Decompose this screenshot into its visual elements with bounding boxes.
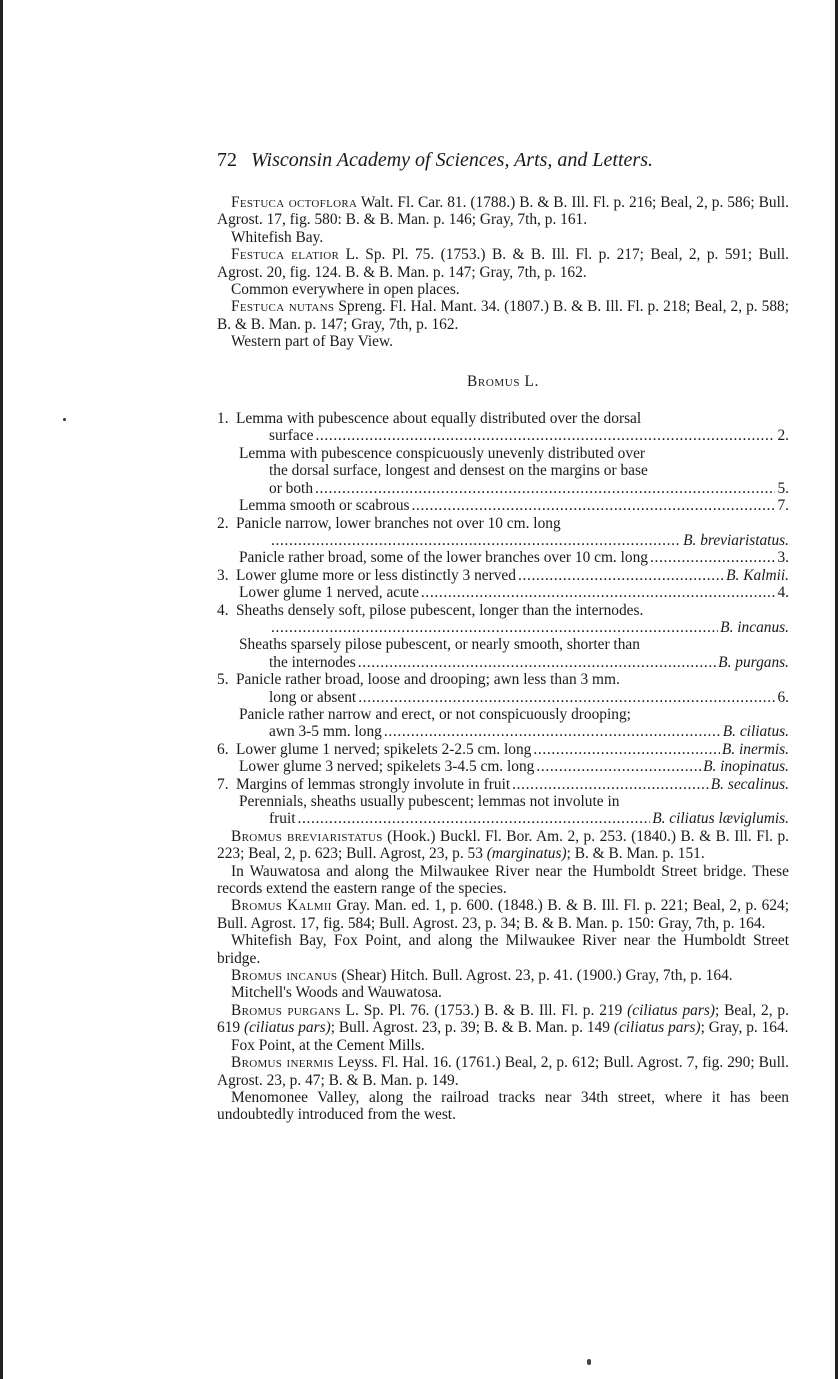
species-citation: (Shear) Hitch. Bull. Agrost. 23, p. 41. (1900.) Gray, 7th, p. 164. (341, 967, 733, 985)
key-lead-text: Panicle narrow, lower branches not over 10 cm. long (236, 514, 561, 532)
key-lead-line (217, 758, 789, 775)
species-locality: Whitefish Bay. (231, 228, 324, 246)
key-lead-result: 5. (777, 479, 789, 497)
key-lead-result: B. Kalmii. (726, 566, 789, 584)
key-lead-line (217, 584, 789, 601)
couplet-number: 2. (217, 514, 229, 532)
key-lead-text: or both (269, 479, 314, 497)
species-citation-italic: (ciliatus pars) (243, 1019, 331, 1037)
key-couplet (217, 741, 789, 776)
key-lead-line (217, 619, 789, 636)
species-name: Festuca nutans (231, 298, 335, 316)
species-citation: ; Gray, p. 164. (700, 1019, 789, 1037)
species-entry (217, 246, 789, 281)
key-lead-line (217, 810, 789, 827)
genus-heading: Bromus L. (467, 372, 539, 390)
leader-dots (384, 723, 721, 740)
page-title: Wisconsin Academy of Sciences, Arts, and Letters. (251, 149, 653, 171)
key-lead-line (217, 549, 789, 566)
key-lead-result: B. purgans. (718, 653, 789, 671)
key-lead-text: Lemma with pubescence conspicuously unevenly distributed over (239, 444, 646, 462)
species-citation: Walt. Fl. Car. 81. (1788.) B. & B. Ill. Fl. p. 216; Beal, 2, p. 586; Bull. Agrost. 17, fig. 580: B. & B. Man. p. 146; Gray, 7th, p. 161. (217, 194, 789, 229)
species-citation: Spreng. Fl. Hal. Mant. 34. (1807.) B. & B. Ill. Fl. p. 218; Beal, 2, p. 588; B. & B. Man. p. 147; Gray, 7th, p. 162. (217, 298, 789, 333)
key-lead-result: B. incanus. (720, 618, 789, 636)
key-lead-result: B. breviaristatus. (683, 531, 789, 549)
identification-key (217, 410, 789, 828)
species-locality: Menomonee Valley, along the railroad tracks near 34th street, where it has been undoubtedly introduced from the west. (217, 1088, 789, 1124)
key-couplet (217, 671, 789, 741)
page-number: 72 (217, 149, 237, 171)
leader-dots (358, 654, 716, 671)
key-lead-line (217, 427, 789, 444)
key-lead-result: 3. (777, 549, 789, 567)
leader-dots (271, 619, 718, 636)
key-lead-line (217, 567, 789, 584)
key-lead-line (217, 723, 789, 740)
species-citation-italic: (marginatus) (486, 845, 567, 863)
key-lead-line (217, 497, 789, 514)
key-lead-result: 4. (777, 584, 789, 602)
species-citation: Gray. Man. ed. 1, p. 600. (1848.) B. & B. Ill. Fl. p. 221; Beal, 2, p. 624; Bull. Agrost. 17, fig. 584; Bull. Agrost. 23, p. 34; B. & B. Man. p. 150: Gray, 7th, p. 164. (217, 897, 789, 932)
species-name: Bromus incanus (231, 967, 338, 985)
species-locality: Common everywhere in open places. (231, 281, 460, 299)
key-lead-line (217, 776, 789, 793)
species-entry (217, 298, 789, 333)
species-entry (217, 828, 789, 863)
key-lead-result: B. secalinus. (710, 775, 789, 793)
leader-dots (315, 427, 775, 444)
species-citation: ; Bull. Agrost. 23, p. 39; B. & B. Man. p. 149 (330, 1019, 610, 1037)
species-citation: Leyss. Fl. Hal. 16. (1761.) Beal, 2, p. 612; Bull. Agrost. 7, fig. 290; Bull. Agrost. 23, p. 47; B. & B. Man. p. 149. (217, 1054, 789, 1089)
couplet-number: 5. (217, 671, 229, 689)
key-lead-result: B. ciliatus læviglumis. (652, 810, 789, 828)
key-lead-result: B. inopinatus. (703, 758, 789, 776)
key-lead-result: 2. (777, 427, 789, 445)
key-lead-text: awn 3-5 mm. long (269, 723, 382, 741)
key-lead-text: Perennials, sheaths usually pubescent; lemmas not involute in (239, 793, 620, 810)
leader-dots (536, 758, 701, 775)
key-lead-text: Lower glume 1 nerved; spikelets 2-2.5 cm. long (236, 740, 532, 758)
key-lead-line (217, 654, 789, 671)
key-couplet (217, 410, 789, 514)
couplet-number: 3. (217, 566, 229, 584)
species-locality: Western part of Bay View. (231, 333, 393, 351)
key-lead-text: Panicle rather broad, some of the lower branches over 10 cm. long (239, 549, 648, 567)
couplet-number: 6. (217, 740, 229, 758)
page-content (217, 148, 789, 1124)
species-name: Bromus inermis (231, 1054, 334, 1072)
species-entry (217, 897, 789, 932)
bromus-section (217, 828, 789, 1124)
key-lead-text: Lower glume 1 nerved, acute (239, 584, 419, 602)
key-lead-text: Panicle rather broad, loose and drooping; awn less than 3 mm. (236, 671, 620, 689)
leader-dots (271, 532, 681, 549)
key-lead-text: Panicle rather narrow and erect, or not conspicuously drooping; (239, 705, 631, 723)
species-citation: (Hook.) Buckl. Fl. Bor. Am. 2, p. 253. (1840.) B. & B. Ill. Fl. p. 223; Beal, 2, p. 623; Bull. Agrost, 23, p. 53 (217, 827, 789, 863)
key-lead-text: fruit (269, 810, 296, 828)
festuca-section (217, 194, 789, 351)
key-couplet (217, 776, 789, 828)
running-head (217, 148, 789, 172)
key-lead-line (217, 532, 789, 549)
key-lead-text: surface (269, 427, 314, 445)
species-name: Festuca elatior (231, 246, 340, 264)
leader-dots (650, 549, 775, 566)
species-entry (217, 1002, 789, 1037)
species-name: Festuca octoflora (231, 194, 358, 211)
key-lead-line (217, 480, 789, 497)
key-lead-result: 6. (777, 688, 789, 706)
key-lead-result: 7. (777, 497, 789, 515)
key-couplet (217, 602, 789, 672)
key-lead-text: Lemma smooth or scabrous (239, 497, 410, 515)
species-citation: ; B. & B. Man. p. 151. (566, 845, 705, 863)
leader-dots (412, 497, 776, 514)
leader-dots (518, 567, 724, 584)
species-citation-italic: (ciliatus pars) (627, 1001, 715, 1019)
key-lead-text: Margins of lemmas strongly involute in fruit (236, 775, 511, 793)
species-locality: Whitefish Bay, Fox Point, and along the Milwaukee River near the Humboldt Street bridge. (217, 932, 789, 967)
leader-dots (358, 689, 775, 706)
key-lead-line (217, 689, 789, 706)
couplet-number: 1. (217, 410, 229, 428)
key-couplet (217, 567, 789, 602)
species-citation: ; Beal, 2, p. 619 (217, 1001, 789, 1037)
species-citation: L. Sp. Pl. 75. (1753.) B. & B. Ill. Fl. p. 217; Beal, 2, p. 591; Bull. Agrost. 20, fig. 124. B. & B. Man. p. 147; Gray, 7th, p. 162. (217, 246, 790, 281)
species-citation-italic: (ciliatus pars) (613, 1019, 701, 1037)
key-lead-text: long or absent (269, 688, 357, 706)
species-name: Bromus purgans (231, 1001, 341, 1019)
key-lead-text: Lower glume 3 nerved; spikelets 3-4.5 cm. long (239, 758, 535, 776)
species-locality: Mitchell's Woods and Wauwatosa. (231, 984, 442, 1002)
species-entry (217, 194, 789, 229)
key-lead-line (217, 741, 789, 758)
key-lead-text: Lower glume more or less distinctly 3 nerved (236, 566, 516, 584)
key-lead-text: Sheaths sparsely pilose pubescent, or nearly smooth, shorter than (239, 636, 640, 654)
key-couplet (217, 515, 789, 567)
species-name: Bromus Kalmii (231, 897, 332, 915)
leader-dots (533, 741, 720, 758)
key-lead-result: B. ciliatus. (722, 723, 789, 741)
key-lead-result: B. inermis. (721, 740, 789, 758)
stray-mark (587, 1359, 591, 1365)
stray-mark (63, 418, 66, 421)
species-name: Bromus breviaristatus (231, 827, 383, 845)
leader-dots (298, 810, 651, 827)
species-locality: In Wauwatosa and along the Milwaukee River near the Humboldt Street bridge. These records extend the eastern range of the species. (217, 862, 789, 898)
species-locality: Fox Point, at the Cement Mills. (231, 1036, 425, 1054)
key-lead-text: the internodes (269, 653, 356, 671)
couplet-number: 7. (217, 775, 229, 793)
leader-dots (421, 584, 776, 601)
species-citation: L. Sp. Pl. 76. (1753.) B. & B. Ill. Fl. p. 219 (345, 1001, 623, 1019)
leader-dots (315, 480, 775, 497)
key-lead-text: Lemma with pubescence about equally distributed over the dorsal (236, 410, 642, 428)
key-lead-text: Sheaths densely soft, pilose pubescent, longer than the internodes. (236, 601, 644, 619)
key-lead-text: the dorsal surface, longest and densest on the margins or base (269, 462, 648, 480)
couplet-number: 4. (217, 601, 229, 619)
species-entry (217, 967, 789, 984)
leader-dots (512, 776, 709, 793)
species-entry (217, 1054, 789, 1089)
